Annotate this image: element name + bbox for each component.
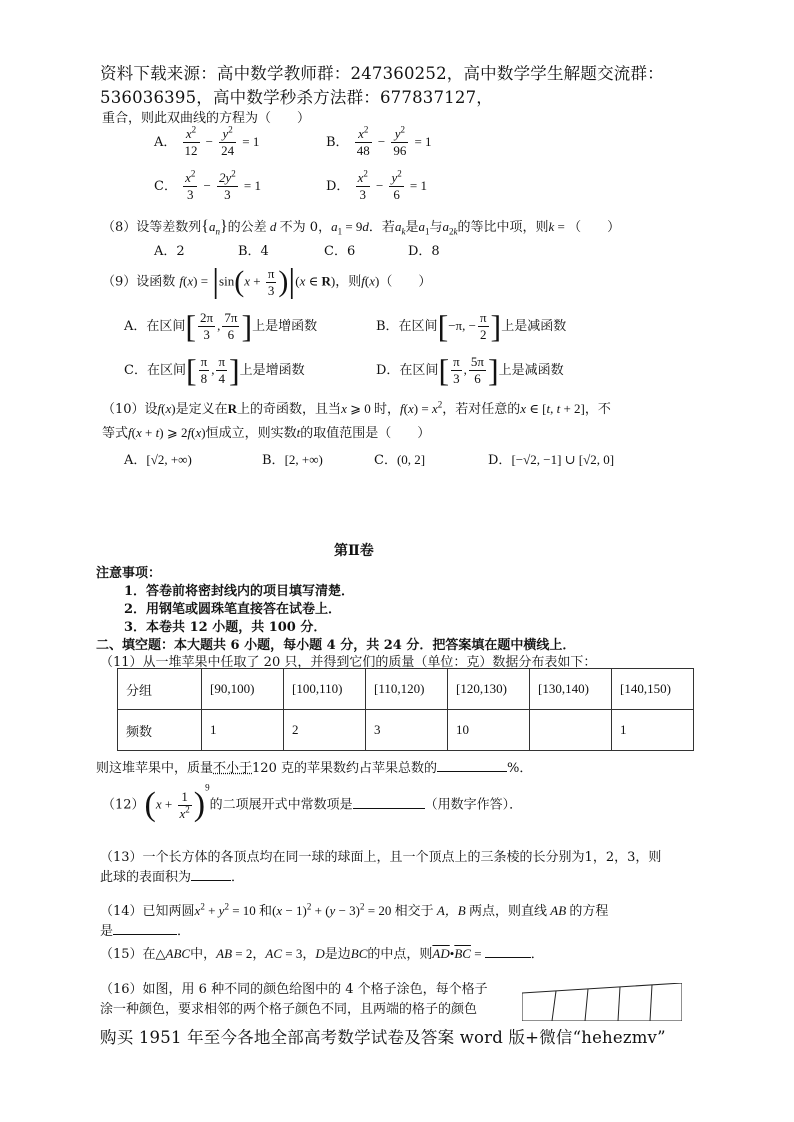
answer-blank[interactable] [437,759,507,772]
table-cell: [130,140) [530,669,612,710]
q16-line-1: （16）如图，用 6 种不同的颜色给图中的 4 个格子涂色，每个格子 [100,982,488,997]
table-row [118,710,694,751]
answer-blank[interactable] [113,922,177,935]
notice-item-3: 3．本卷共 12 小题，共 100 分． [124,620,327,635]
q11-stem: （11）从一堆苹果中任取了 20 只，并得到它们的质量（单位：克）数据分布表如下： [100,655,597,670]
table-cell: 1 [202,710,284,751]
q8-option-a: A．2 [154,244,185,259]
notice-heading: 注意事项： [96,566,162,581]
q11-tail: 则这堆苹果中，质量不小于120 克的苹果数约占苹果总数的 %． [96,761,533,776]
notice-item-2: 2．用钢笔或圆珠笔直接答在试卷上． [124,602,342,617]
q7-option-a: A． $\frac{x^2}{12}$ − $\frac{y^2}{24}$ = 1 [154,124,260,158]
answer-blank[interactable] [191,868,231,881]
table-cell: 2 [284,710,366,751]
q10-option-c: C．(0, 2] [374,452,426,468]
frequency-table [117,668,694,751]
q13-line-1: （13）一个长方体的各顶点均在同一球的球面上，且一个顶点上的三条棱的长分别为1，2，3，则 [100,850,662,865]
q14-line-1: （14）已知两圆$x^2 + y^2 = 10$ 和$(x - 1)^2 + (y - 3)^2 = 20$ 相交于 A，B 两点，则直线 AB 的方程 [100,901,609,919]
header-line-2: 536036395，高中数学秒杀方法群：677837127， [100,88,493,107]
q7-option-b: B． $\frac{x^2}{48}$ − $\frac{y^2}{96}$ = 1 [326,124,432,158]
q13-line-2: 此球的表面积为 ． [100,870,245,885]
answer-blank[interactable] [485,945,531,958]
table-cell: [110,120) [366,669,448,710]
q10-option-b: B．[2, +∞) [262,452,323,468]
table-cell: [90,100) [202,669,284,710]
part2-title: 第Ⅱ卷 [334,543,374,559]
q7-option-d: D． $\frac{x^2}{3}$ − $\frac{y^2}{6}$ = 1 [326,168,427,202]
q12-stem: （12）(x + $\frac{1}{x^2}$ )$^9$的二项展开式中常数项是 （用数字作答）． [102,782,523,823]
table-cell [530,710,612,751]
q8-option-d: D．8 [408,244,440,259]
cell-divider-2 [585,989,588,1021]
q8-stem: （8）设等差数列$\{a_n\}$的公差 d 不为 0，$a_1 = 9d$．若$a_k$是$a_1$与$a_{2k}$的等比中项，则k = （ ） [102,218,621,237]
q9-option-c: C．在区间[ $\frac{\pi}{8}$ , $\frac{\pi}{4}$ ]上是增函数 [124,352,305,388]
q10-option-d: D．[−√2, −1] ∪ [√2, 0] [488,452,615,468]
section-heading: 二、填空题：本大题共 6 小题，每小题 4 分，共 24 分．把答案填在题中横线上． [96,638,576,653]
table-cell: [140,150) [612,669,694,710]
footer-ad: 购买 1951 年至今各地全部高考数学试卷及答案 word 版+微信“hehezmv” [100,1028,666,1047]
q7-option-c: C． $\frac{x^2}{3}$ − $\frac{2y^2}{3}$ = 1 [154,168,262,202]
cell-divider-1 [552,991,556,1021]
table-row [118,669,694,710]
notice-item-1: 1．答卷前将密封线内的项目填写清楚． [124,584,355,599]
q10-option-a: A．[√2, +∞) [124,452,192,468]
header-line-1: 资料下载来源：高中数学教师群：247360252，高中数学学生解题交流群： [100,64,664,83]
q10-line-2: 等式f(x + t) ⩾ 2f(x)恒成立，则实数t的取值范围是（ ） [102,425,431,441]
q10-line-1: （10）设f(x)是定义在R上的奇函数，且当x ⩾ 0 时，$f(x) = x^2$，若对任意的x ∈ [t, t + 2]，不 [102,399,611,417]
q9-stem: （9）设函数 f(x) = |sin(x + $\frac{\pi}{3}$ )|(x ∈ R)，则f(x)（ ） [102,263,432,300]
q9-option-b: B．在区间[−π, − $\frac{\pi}{2}$ ]上是减函数 [376,308,567,344]
table-cell: 3 [366,710,448,751]
q16-line-2: 涂一种颜色，要求相邻的两个格子颜色不同，且两端的格子的颜色 [100,1002,478,1017]
cell-divider-4 [650,985,652,1021]
table-cell: 10 [448,710,530,751]
q8-option-b: B．4 [238,244,269,259]
table-cell: [120,130) [448,669,530,710]
table-cell: 频数 [118,710,202,751]
q9-option-a: A．在区间[ $\frac{2\pi}{3}$ , $\frac{7\pi}{6}$ ]上是增函数 [124,308,318,344]
table-cell: 1 [612,710,694,751]
table-cell: 分组 [118,669,202,710]
q15-stem: （15）在△ABC中，AB = 2，AC = 3，D是边BC的中点，则$\overline{AD}•\overline{BC}$ = ． [100,946,544,962]
q9-option-d: D．在区间[ $\frac{\pi}{3}$ , $\frac{5\pi}{6}$ ]上是减函数 [376,352,564,388]
answer-blank[interactable] [353,796,425,809]
q8-option-c: C．6 [324,244,356,259]
q14-line-2: 是 ． [100,924,191,939]
table-cell: [100,110) [284,669,366,710]
cell-divider-3 [618,987,620,1021]
four-cells-diagram [522,983,682,1021]
q7-stem: 重合，则此双曲线的方程为（ ） [102,111,311,126]
cells-outline [522,983,682,1021]
